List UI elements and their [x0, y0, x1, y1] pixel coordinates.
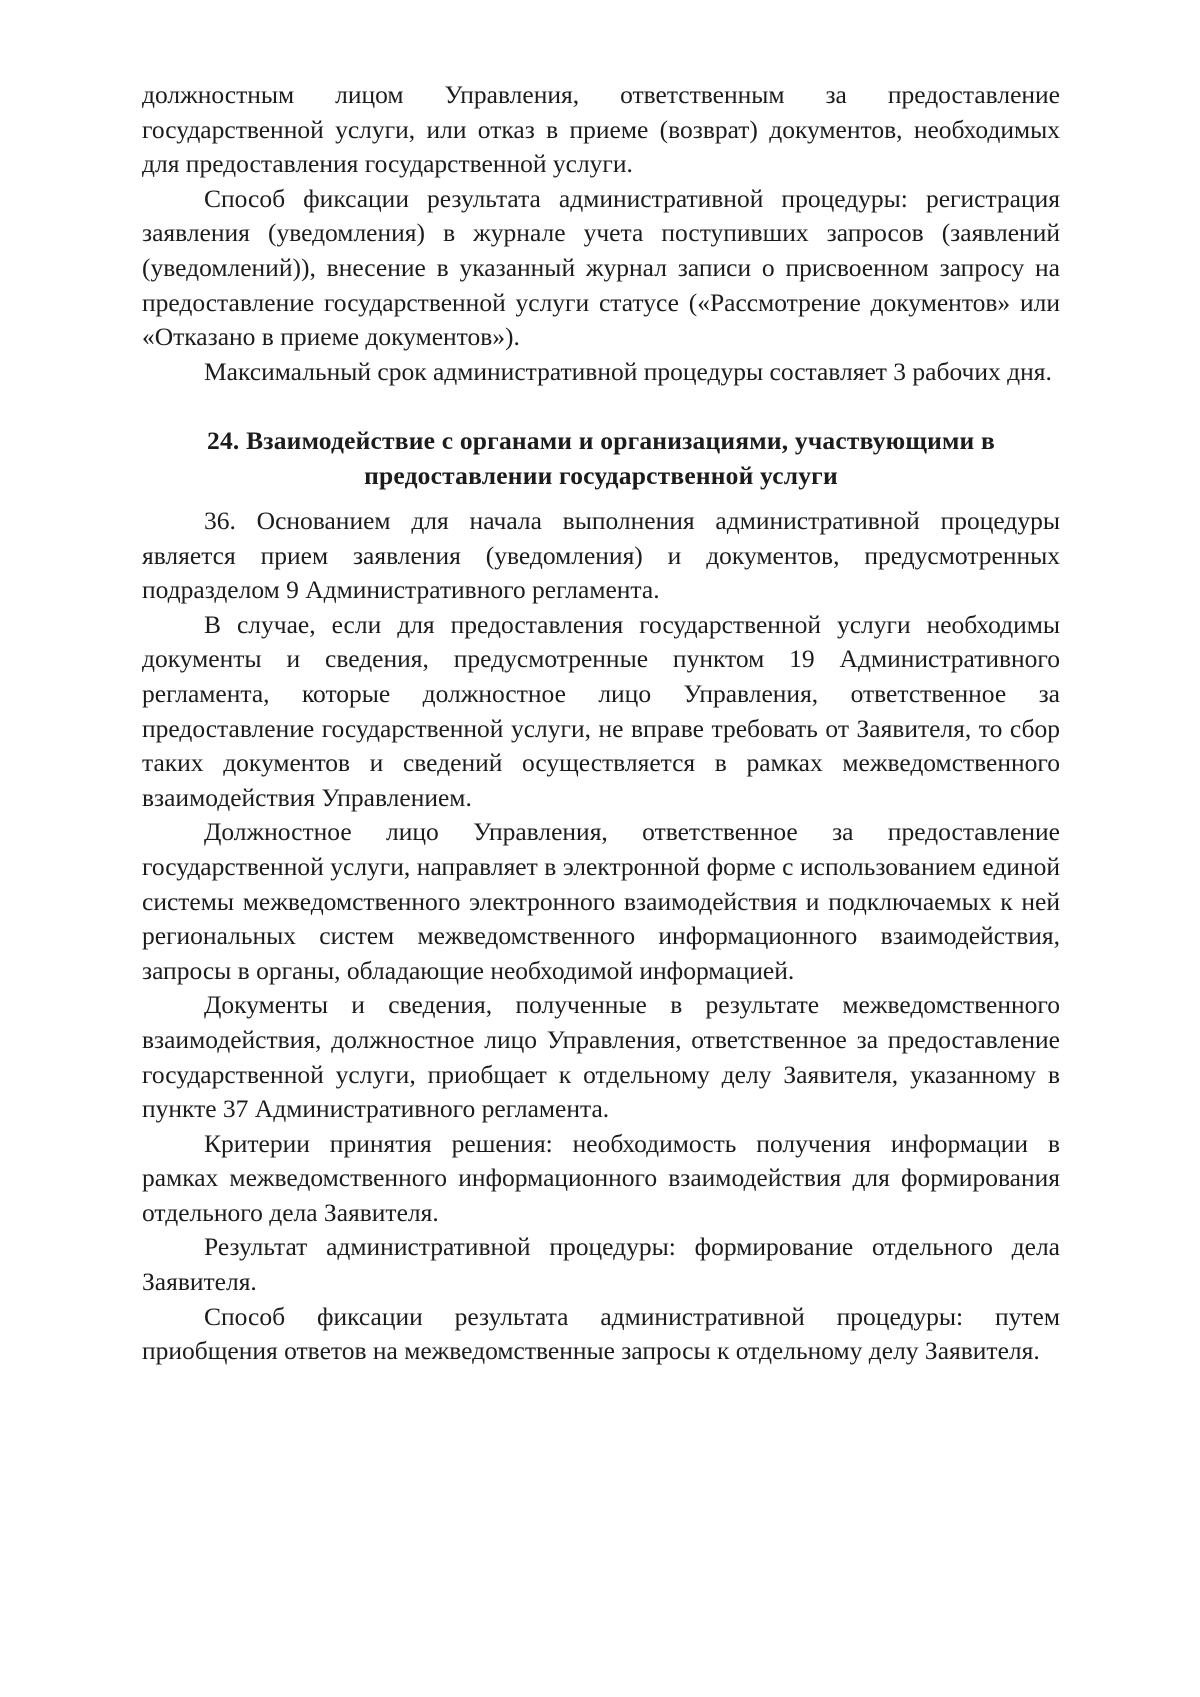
paragraph-result-fixation: Способ фиксации результата административной процедуры: путем приобщения ответов на межведомственные запросы к отдельному делу Заявителя.: [142, 1301, 1060, 1366]
paragraph-fixation-method: Способ фиксации результата административной процедуры: регистрация заявления (уведомления) в журнале учета поступивших запросов (заявлений (уведомлений)), внесение в указанный журнал записи о присвоенном запросу на предоставление государственной услуги статусе («Рассмотрение документов» или «Отказано в приеме документов»).: [142, 183, 1060, 352]
paragraph-procedure-result: Результат административной процедуры: формирование отдельного дела Заявителя.: [142, 1232, 1060, 1297]
paragraph-electronic-requests: Должностное лицо Управления, ответственное за предоставление государственной услуги, направляет в электронной форме с использованием единой системы межведомственного электронного взаимодействия и подключаемых к ней региональных систем межведомственного информационного взаимодействия, запросы в органы, обладающие необходимой информацией.: [142, 817, 1060, 985]
paragraph-36-basis: 36. Основанием для начала выполнения административной процедуры является прием заявления (уведомления) и документов, предусмотренных подразделом 9 Административного регламента.: [142, 506, 1060, 605]
section-heading-line-1: 24. Взаимодействие с органами и организациями, участвующими в: [207, 426, 995, 455]
paragraph-decision-criteria: Критерии принятия решения: необходимость получения информации в рамках межведомственного информационного взаимодействия для формирования отдельного дела Заявителя.: [142, 1128, 1060, 1227]
document-body-bottom: [142, 504, 1060, 1369]
section-heading-line-2: предоставлении государственной услуги: [364, 460, 838, 490]
section-heading: [142, 424, 1060, 493]
paragraph-continuation: должностным лицом Управления, ответственным за предоставление государственной услуги, или отказ в приеме (возврат) документов, необходимых для предоставления государственной услуги.: [142, 80, 1060, 179]
paragraph-documents-collection: В случае, если для предоставления государственной услуги необходимы документы и сведения, предусмотренные пунктом 19 Административного регламента, которые должностное лицо Управления, ответственное за предоставление государственной услуги, не вправе требовать от Заявителя, то сбор таких документов и сведений осуществляется в рамках межведомственного взаимодействия Управлением.: [142, 609, 1060, 812]
document-body-top: [142, 78, 1060, 389]
paragraph-max-term: Максимальный срок административной процедуры составляет 3 рабочих дня.: [204, 356, 1052, 386]
paragraph-received-documents: Документы и сведения, полученные в результате межведомственного взаимодействия, должностное лицо Управления, ответственное за предоставление государственной услуги, приобщает к отдельному делу Заявителя, указанному в пункте 37 Административного регламента.: [142, 990, 1060, 1124]
